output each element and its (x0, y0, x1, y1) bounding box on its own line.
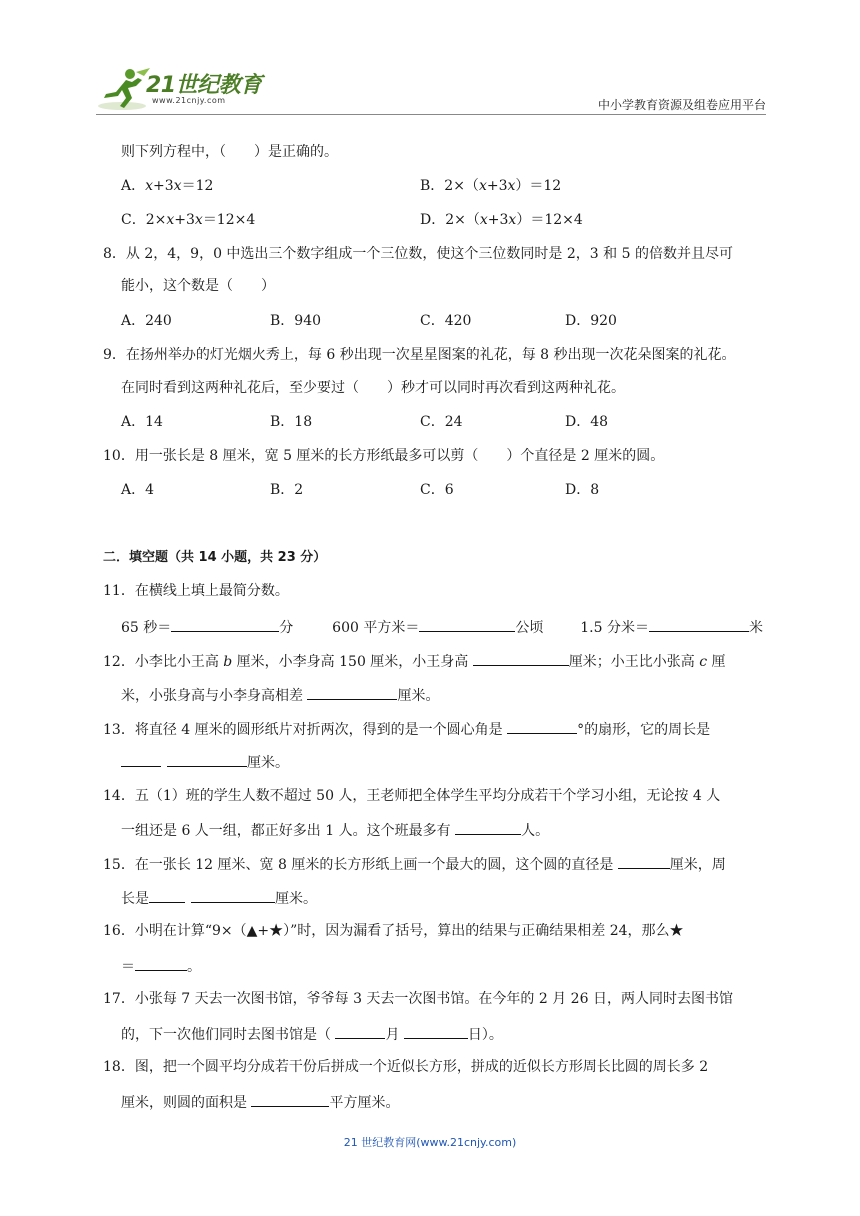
q16-line2 (121, 956, 201, 976)
answer-blank[interactable] (507, 719, 577, 734)
q13-text: 厘米。 (247, 755, 289, 771)
q12-text: 12．小李比小王高 (103, 654, 224, 670)
q14-text: 一组还是 6 人一组，都正好多出 1 人。这个班最多有 (121, 823, 456, 839)
q14-line1: 14．五（1）班的学生人数不超过 50 人，王老师把全体学生平均分成若干个学习小组，无论按 4 人 (103, 788, 721, 804)
runner-logo-icon (96, 66, 152, 112)
answer-blank[interactable] (121, 752, 161, 767)
answer-blank[interactable] (135, 956, 187, 971)
q18-line2 (121, 1092, 399, 1112)
answer-blank[interactable] (307, 685, 397, 700)
q16-line1: 16．小明在计算“9×（▲+★）”时，因为漏看了括号，算出的结果与正确结果相差 24，那么★ (103, 923, 684, 939)
q11-item-a: 65 秒＝ (121, 620, 172, 636)
q7-option-c: C．2×x+3x＝12×4 (121, 212, 256, 228)
var-b: b (223, 654, 233, 670)
q13-text: °的扇形，它的周长是 (577, 722, 711, 738)
section-title: 二．填空题（共 14 小题，共 23 分） (103, 550, 327, 565)
q10-option-d: D．8 (565, 482, 600, 498)
answer-blank[interactable] (167, 752, 247, 767)
q7-option-a: A．x+3x＝12 (121, 178, 214, 194)
q8-option-b: B．940 (270, 313, 322, 329)
q9-option-d: D．48 (565, 414, 609, 430)
answer-blank[interactable] (618, 854, 670, 869)
q13-line1 (103, 719, 710, 739)
q12-line1 (103, 651, 726, 671)
q16-text: 。 (187, 959, 201, 975)
q15-text: 长是 (121, 891, 149, 907)
q8-line2: 能小，这个数是（ ） (121, 278, 275, 294)
q12-text: 厘 (707, 654, 726, 670)
q7-stem: 则下列方程中，（ ）是正确的。 (121, 144, 338, 160)
q17-text: 日）。 (467, 1027, 503, 1043)
q12-line2 (121, 685, 439, 705)
site-logo (96, 64, 266, 112)
logo-url: www.21cnjy.com (152, 96, 226, 105)
q13-line2 (121, 752, 289, 772)
q10-line1: 10．用一张长是 8 厘米，宽 5 厘米的长方形纸最多可以剪（ ）个直径是 2 厘米的圆。 (103, 448, 665, 464)
answer-blank[interactable] (251, 1092, 329, 1107)
q11-line1: 11．在横线上填上最简分数。 (103, 583, 289, 599)
q14-text: 人。 (521, 823, 550, 839)
q10-option-a: A．4 (121, 482, 155, 498)
q15-text: 厘米。 (275, 891, 317, 907)
answer-blank[interactable] (455, 820, 521, 835)
q8-option-d: D．920 (565, 313, 617, 329)
answer-blank[interactable] (171, 617, 279, 632)
header-divider (96, 114, 766, 115)
answer-blank[interactable] (404, 1024, 468, 1039)
q17-line1: 17．小张每 7 天去一次图书馆，爷爷每 3 天去一次图书馆。在今年的 2 月 26 日，两人同时去图书馆 (103, 991, 733, 1007)
answer-blank[interactable] (191, 888, 275, 903)
q8-line1: 8．从 2，4，9，0 中选出三个数字组成一个三位数，使这个三位数同时是 2，3 和 5 的倍数并且尽可 (103, 246, 733, 262)
q17-text: 的，下一次他们同时去图书馆是（ (121, 1027, 336, 1043)
answer-blank[interactable] (419, 617, 515, 632)
q11-unit-b: 公顷 (515, 620, 544, 636)
q11-unit-c: 米 (748, 620, 763, 636)
page-header (96, 64, 766, 116)
answer-blank[interactable] (649, 617, 749, 632)
page-footer[interactable]: 21 世纪教育网(www.21cnjy.com) (343, 1136, 517, 1149)
answer-blank[interactable] (149, 888, 185, 903)
q11-line2 (121, 617, 763, 637)
answer-blank[interactable] (473, 651, 569, 666)
q14-line2 (121, 820, 549, 840)
q17-line2 (121, 1024, 503, 1044)
q13-text: 13．将直径 4 厘米的圆形纸片对折两次，得到的是一个圆心角是 (103, 722, 508, 738)
q7-option-b: B．2×（x+3x）＝12 (420, 178, 562, 194)
answer-blank[interactable] (335, 1024, 385, 1039)
q9-option-a: A．14 (121, 414, 163, 430)
q11-item-b: 600 平方米＝ (332, 620, 420, 636)
q12-text: 米，小张身高与小李身高相差 (121, 688, 308, 704)
q15-text: 厘米，周 (669, 857, 726, 873)
q8-option-c: C．420 (420, 313, 472, 329)
var-c: c (699, 654, 708, 670)
q15-line1 (103, 854, 726, 874)
platform-title: 中小学教育资源及组卷应用平台 (597, 98, 766, 112)
q16-text: ＝ (121, 959, 135, 975)
q12-text: 厘米。 (397, 688, 440, 704)
q18-text: 平方厘米。 (329, 1095, 400, 1111)
q10-option-b: B．2 (270, 482, 304, 498)
q9-option-b: B．18 (270, 414, 313, 430)
q18-line1: 18．图，把一个圆平均分成若干份后拼成一个近似长方形，拼成的近似长方形周长比圆的周长多 2 (103, 1059, 709, 1075)
q15-line2 (121, 888, 317, 908)
q9-line2: 在同时看到这两种礼花后，至少要过（ ）秒才可以同时再次看到这两种礼花。 (121, 380, 625, 396)
q9-line1: 9．在扬州举办的灯光烟火秀上，每 6 秒出现一次星星图案的礼花，每 8 秒出现一次花朵图案的礼花。 (103, 347, 736, 363)
q11-item-c: 1.5 分米＝ (580, 620, 649, 636)
q18-text: 厘米，则圆的面积是 (121, 1095, 252, 1111)
q15-text: 15．在一张长 12 厘米、宽 8 厘米的长方形纸上画一个最大的圆，这个圆的直径是 (103, 857, 618, 873)
q7-option-d: D．2×（x+3x）＝12×4 (420, 212, 583, 228)
q12-text: 厘米，小李身高 150 厘米，小王身高 (232, 654, 473, 670)
q12-text: 厘米；小王比小张高 (568, 654, 700, 670)
q11-unit-a: 分 (279, 620, 294, 636)
q9-option-c: C．24 (420, 414, 463, 430)
q17-text: 月 (385, 1027, 404, 1043)
q10-option-c: C．6 (420, 482, 454, 498)
logo-text: 21世纪教育 (146, 73, 262, 98)
q8-option-a: A．240 (121, 313, 172, 329)
